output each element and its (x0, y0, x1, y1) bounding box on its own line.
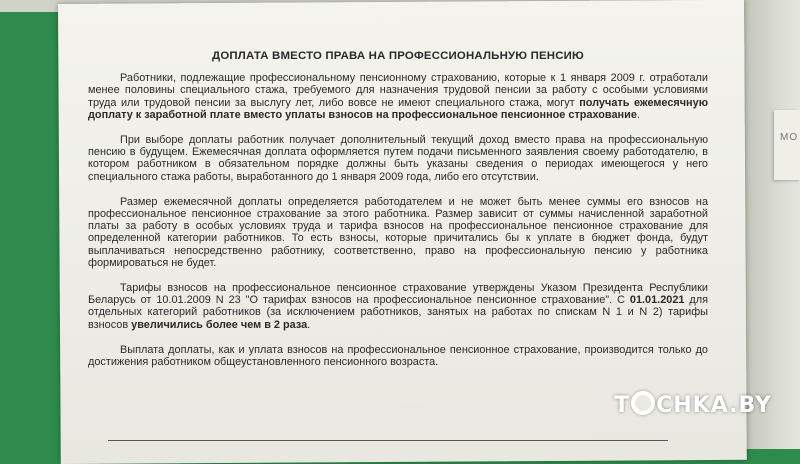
document-title: ДОПЛАТА ВМЕСТО ПРАВА НА ПРОФЕССИОНАЛЬНУЮ ПЕНСИЮ (212, 50, 584, 62)
watermark-part-2: CHKA.BY (656, 393, 772, 418)
paragraph-4-bold: увеличились более чем в 2 раза (131, 318, 308, 331)
paragraph-1-end: . (636, 108, 640, 121)
paragraph-1 (88, 72, 708, 121)
paragraph-1-bold: получать ежемесячную доплату к заработной плате вместо уплаты взносов на профессиональное пенсионное страхование (88, 96, 708, 121)
paragraph-3: Размер ежемесячной доплаты определяется работодателем и не может быть менее суммы его взносов на профессиональное пенсионное страхование за этого работника. Размер зависит от суммы начисленной заработной платы за работу в особых условиях труда и тарифа взносов на профессиональное пенсионное страхование для определенной категории работников. То есть взносы, которые причитались бы к уплате в бюджет фонда, будут выплачиваться непосредственно работнику, соответственно, право на профессиональную пенсию у работника формироваться не будет. (88, 195, 708, 269)
paragraph-4 (88, 282, 708, 331)
background-wall-right (740, 0, 800, 449)
document-body (88, 28, 708, 381)
watermark-logo (614, 391, 772, 418)
watermark-part-1: T (614, 393, 631, 418)
paragraph-4-text-1: Тарифы взносов на профессиональное пенсионное страхование утверждены Указом Президента Республики Беларусь от 10.01.2009 N 23 "О тарифах взносов на профессиональное пенсионное страхование". С (88, 282, 708, 307)
paragraph-1-text: Работники, подлежащие профессиональному пенсионному страхованию, которые к 1 января 2009 г. отработали менее половины специального стажа, требуемого для назначения трудовой пенсии за работу с особыми условиями труда или трудовой пенсии за выслугу лет, либо вовсе не имеют специального стажа, могут (88, 72, 708, 109)
paragraph-4-text-2: для отдельных категорий работников (за исключением работников, занятых на работах по спискам N 1 и N 2) тарифы взносов (88, 294, 708, 331)
paragraph-4-end: . (307, 318, 311, 331)
paragraph-4-date: 01.01.2021 (629, 294, 685, 307)
side-paper (774, 110, 800, 180)
signature-line (108, 440, 668, 441)
paragraph-5: Выплата доплаты, как и уплата взносов на профессиональное пенсионное страхование, производится только до достижения работником общеустановленного пенсионного возраста. (88, 343, 708, 369)
side-paper-text: MO (780, 132, 799, 143)
paragraph-2: При выборе доплаты работник получает дополнительный текущий доход вместо права на профессиональную пенсию в будущем. Ежемесячная доплата оформляется путем подачи письменного заявления своему работодателю, в котором работником в обязательном порядке должны быть указаны сведения о периодах имеющегося у него специального стажа работы, выработанного до 1 января 2009 года, либо его отсутствии. (88, 134, 708, 183)
watermark-ring-icon (631, 391, 655, 415)
